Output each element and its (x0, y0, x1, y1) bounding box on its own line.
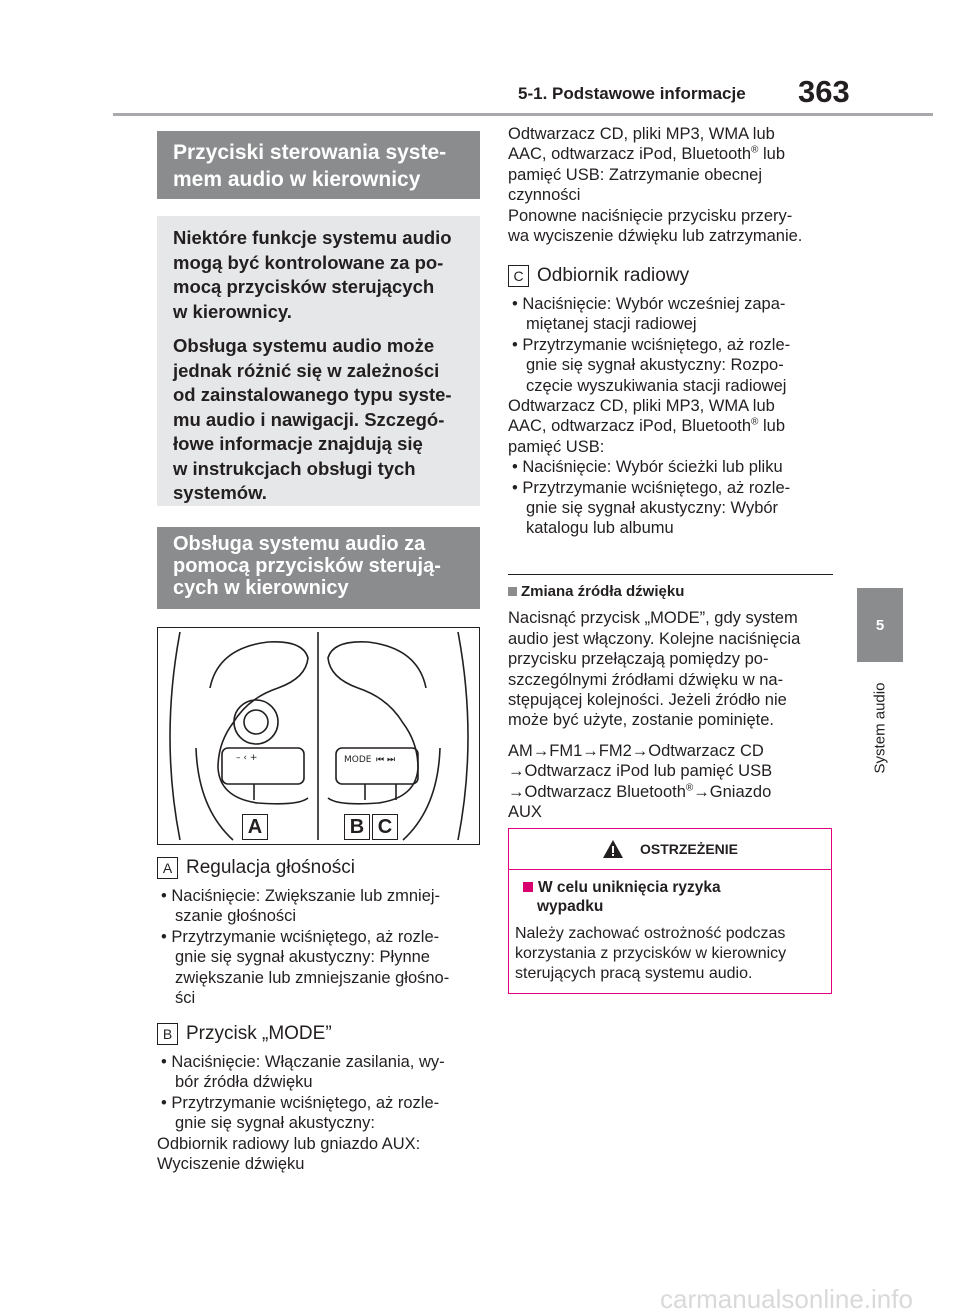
text-line: • Przytrzymanie wciśniętego, aż rozle- (161, 927, 440, 946)
text-line: • Naciśnięcie: Wybór ścieżki lub pliku (512, 458, 783, 477)
figure-label-a: A (242, 814, 268, 840)
text-line: Niektóre funkcje systemu audio (173, 227, 452, 248)
text-line: Odbiornik radiowy lub gniazdo AUX: (157, 1134, 421, 1153)
text-line: bór źródła dźwięku (175, 1073, 313, 1092)
bullet (508, 294, 833, 335)
section-b (157, 1022, 480, 1174)
warning-box (508, 828, 832, 994)
banner-line: Obsługa systemu audio za (173, 533, 426, 555)
section-banner-2 (157, 527, 480, 607)
text-line: w kierownicy. (173, 300, 292, 322)
bullet (508, 457, 833, 477)
warning-header (509, 829, 831, 870)
registered-mark: ® (685, 782, 694, 794)
source-heading: Zmiana źródła dźwięku (521, 583, 685, 600)
text-line: może być użyte, zostanie pominięte. (508, 711, 774, 730)
figure-label-c: C (372, 814, 398, 840)
square-bullet-icon (523, 882, 533, 892)
text-line: szczególnymi źródłami dźwięku w na- (508, 670, 784, 689)
section-a-title: Regulacja głośności (186, 857, 355, 878)
text-part: →Gniazdo (693, 782, 772, 801)
text-line: mu audio i nawigacji. Szczegó- (173, 408, 445, 430)
mode-label: MODE (344, 755, 372, 765)
square-bullet-icon (508, 587, 517, 596)
text-line: korzystania z przycisków w kierownicy (515, 945, 787, 962)
text-line: gnie się sygnał akustyczny: Wybór (526, 499, 779, 518)
bullet (157, 886, 480, 927)
text-line: sterujących pracą systemu audio. (515, 965, 753, 982)
chapter-label (852, 668, 908, 788)
text-line: audio jest włączony. Kolejne naciśnięcia (508, 629, 801, 648)
text-line: pamięć USB: Zatrzymanie obecnej (508, 165, 763, 184)
letter-c-box: C (508, 265, 529, 287)
text-line: od zainstalowanego typu syste- (173, 384, 452, 405)
section-c (508, 264, 833, 539)
text-line: Odtwarzacz CD, pliki MP3, WMA lub (508, 125, 775, 143)
text-line: • Naciśnięcie: Wybór wcześniej zapa- (512, 295, 786, 313)
text-line: częcie wyszukiwania stacji radiowej (526, 376, 787, 395)
text-line: Wyciszenie dźwięku (157, 1155, 305, 1174)
text-line: • Przytrzymanie wciśniętego, aż rozle- (512, 478, 791, 497)
text-line: stępującej kolejności. Jeżeli źródło nie (508, 691, 787, 710)
text-line: wa wyciszenie dźwięku lub zatrzymanie. (508, 227, 803, 246)
banner-line: cych w kierownicy (173, 577, 349, 599)
text-line: • Przytrzymanie wciśniętego, aż rozle- (512, 335, 791, 354)
text-part: wypadku (537, 898, 604, 915)
right-column-top (508, 124, 833, 246)
text-line: Ponowne naciśnięcie przycisku przery- (508, 206, 793, 225)
section-c-title: Odbiornik radiowy (537, 265, 690, 286)
text-line: • Naciśnięcie: Włączanie zasilania, wy- (161, 1053, 445, 1071)
text-line: Obsługa systemu audio może (173, 335, 435, 356)
header-rule (113, 113, 933, 116)
text-line: łowe informacje znajdują się (173, 433, 423, 454)
text-line: w instrukcjach obsługi tych (173, 457, 416, 479)
text-line: ści (175, 989, 196, 1008)
banner-underline (157, 197, 480, 199)
text-line: szanie głośności (175, 907, 297, 926)
warning-text (515, 924, 825, 984)
letter-b-box: B (157, 1023, 178, 1045)
text-line: mogą być kontrolowane za po- (173, 251, 444, 273)
section-banner-1 (157, 131, 480, 197)
source-sequence: AM→FM1→FM2→Odtwarzacz CD (508, 741, 764, 760)
banner-underline (157, 607, 480, 609)
steering-wheel-figure (157, 627, 480, 845)
text-line: pamięć USB: (508, 437, 605, 456)
bullet (508, 478, 833, 539)
bullet (157, 1052, 480, 1093)
svg-text:⏮ ⏭: ⏮ ⏭ (376, 755, 396, 765)
source-change-section (508, 582, 833, 822)
chapter-tab: 5 (857, 588, 903, 662)
registered-mark: ® (751, 416, 759, 428)
text-line: systemów. (173, 482, 267, 503)
text-line: katalogu lub albumu (526, 519, 674, 538)
text-part: lub (758, 417, 786, 436)
text-part: W celu uniknięcia ryzyka (538, 879, 721, 896)
text-part: lub (758, 145, 786, 164)
warning-triangle-icon (602, 839, 624, 859)
text-line: mocą przycisków sterujących (173, 276, 435, 297)
warning-subheading (515, 878, 825, 916)
text-line: przycisku przełączają pomiędzy po- (508, 650, 769, 669)
source-sequence: AUX (508, 803, 542, 822)
section-title: 5-1. Podstawowe informacje (518, 84, 746, 103)
letter-a-box: A (157, 857, 178, 879)
text-line: Odtwarzacz CD, pliki MP3, WMA lub (508, 397, 775, 416)
banner-line: Przyciski sterowania syste- (173, 141, 447, 164)
text-part: AAC, odtwarzacz iPod, Bluetooth (508, 417, 752, 436)
text-line: gnie się sygnał akustyczny: Rozpo- (526, 356, 784, 375)
intro-paragraph-1 (173, 226, 464, 324)
source-sequence (508, 782, 833, 802)
text-line: • Przytrzymanie wciśniętego, aż rozle- (161, 1093, 440, 1112)
text-part: AAC, odtwarzacz iPod, Bluetooth (508, 145, 752, 164)
text-part: →Odtwarzacz Bluetooth (508, 782, 686, 801)
figure-label-b: B (344, 814, 370, 840)
registered-mark: ® (751, 144, 759, 156)
text-line: miętanej stacji radiowej (526, 315, 697, 334)
text-line: gnie się sygnał akustyczny: Płynne (175, 948, 430, 967)
section-b-title: Przycisk „MODE” (186, 1023, 332, 1044)
text-line: • Naciśnięcie: Zwiększanie lub zmniej- (161, 887, 441, 905)
chapter-label-text: System audio (871, 682, 889, 774)
text-line: Należy zachować ostrożność podczas (515, 925, 786, 942)
bullet (157, 1093, 480, 1134)
section-a (157, 856, 480, 1008)
text-line (508, 144, 833, 164)
page-number: 363 (798, 74, 850, 109)
banner-line: mem audio w kierownicy (173, 168, 421, 191)
section-divider (508, 574, 833, 575)
text-line: Nacisnąć przycisk „MODE”, gdy system (508, 609, 798, 628)
source-sequence: →Odtwarzacz iPod lub pamięć USB (508, 762, 773, 781)
intro-paragraph-2 (173, 334, 464, 506)
text-line: czynności (508, 186, 581, 205)
steering-wheel-illustration (158, 628, 479, 844)
watermark: carmanualsonline.info (660, 1284, 913, 1314)
bullet (508, 335, 833, 396)
banner-line: pomocą przycisków sterują- (173, 555, 441, 577)
intro-box (157, 216, 480, 506)
warning-title: OSTRZEŻENIE (639, 841, 738, 857)
text-line: jednak różnić się w zależności (173, 359, 440, 381)
text-line: zwiększanie lub zmniejszanie głośno- (175, 968, 450, 987)
text-line (508, 416, 833, 436)
bullet (157, 927, 480, 1009)
svg-text:– ‹ +: – ‹ + (236, 753, 258, 763)
text-line: gnie się sygnał akustyczny: (175, 1114, 375, 1133)
